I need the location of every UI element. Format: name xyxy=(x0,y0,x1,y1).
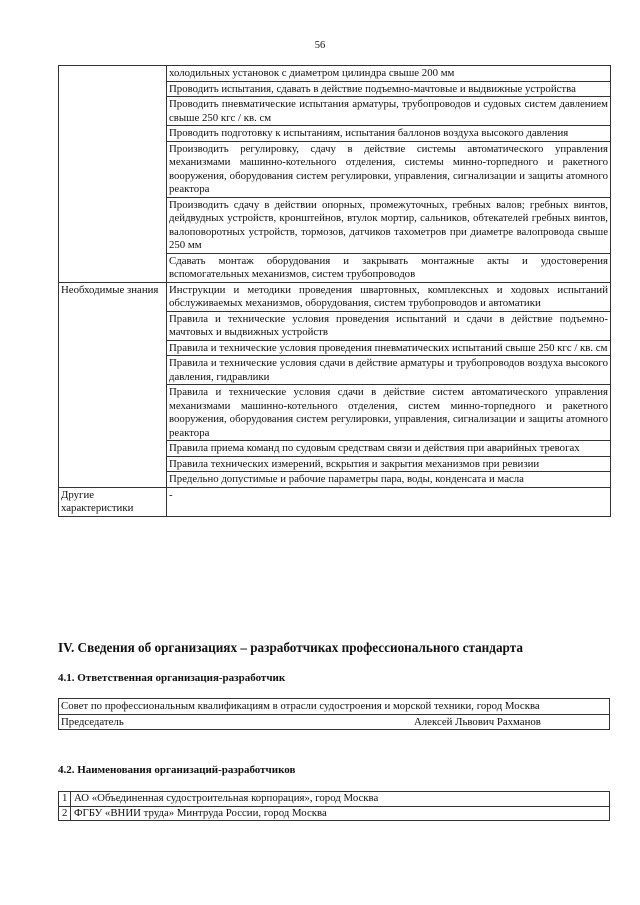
row-text: Производить сдачу в действии опорных, промежуточных, гребных валов; гребных винтов, дейдвудных устройств, кронштейнов, втулок мортир, сальников, обтекателей гребных винтов, валоповоротных устройств, тормозов, датчиков тахометров при диаметре валопровода свыше 250 мм xyxy=(167,197,611,253)
row-text: холодильных установок с диаметром цилиндра свыше 200 мм xyxy=(167,66,611,82)
org-number: 2 xyxy=(59,806,71,821)
row-text: Инструкции и методики проведения швартовных, комплексных и ходовых испытаний обслуживаемых механизмов, оборудования, систем трубопроводов и автоматики xyxy=(167,282,611,311)
developer-orgs-table xyxy=(58,791,610,821)
chair-title: Председатель xyxy=(59,714,335,730)
table-row xyxy=(59,806,610,821)
table-row xyxy=(59,714,610,730)
table-row xyxy=(59,792,610,807)
row-text: - xyxy=(167,487,611,516)
row-text: Сдавать монтаж оборудования и закрывать монтажные акты и удостоверения вспомогательных механизмов, систем трубопроводов xyxy=(167,253,611,282)
section-title: IV. Сведения об организациях – разработчиках профессионального стандарта xyxy=(58,640,523,655)
row-label xyxy=(59,66,167,283)
competency-table xyxy=(58,65,611,517)
subsection-title-responsible-org: 4.1. Ответственная организация-разработчик xyxy=(58,672,286,684)
table-row xyxy=(59,66,611,82)
row-text: Предельно допустимые и рабочие параметры пара, воды, конденсата и масла xyxy=(167,472,611,488)
row-text: Правила приема команд по судовым средствам связи и действия при аварийных тревогах xyxy=(167,441,611,457)
row-text: Правила и технические условия проведения пневматических испытаний свыше 250 кгс / кв. см xyxy=(167,340,611,356)
table-row xyxy=(59,487,611,516)
subsection-title-developer-orgs: 4.2. Наименования организаций-разработчиков xyxy=(58,764,296,776)
org-number: 1 xyxy=(59,792,71,807)
org-name: АО «Объединенная судостроительная корпорация», город Москва xyxy=(71,792,610,807)
table-row xyxy=(59,699,610,715)
row-label-other-characteristics: Другие характеристики xyxy=(59,487,167,516)
responsible-org-table xyxy=(58,698,610,730)
chair-name: Алексей Львович Рахманов xyxy=(334,714,610,730)
row-label-required-knowledge: Необходимые знания xyxy=(59,282,167,487)
row-text: Правила технических измерений, вскрытия и закрытия механизмов при ревизии xyxy=(167,456,611,472)
row-text: Правила и технические условия сдачи в действие арматуры и трубопроводов воздуха высокого давления, гидравлики xyxy=(167,356,611,385)
row-text: Правила и технические условия сдачи в действие систем автоматического управления механизмами машинно-котельного отделения, систем минно-торпедного и ракетного вооружения, оборудования систем регулировки, управления, сигнализации и защиты атомного реактора xyxy=(167,385,611,441)
page-number: 56 xyxy=(314,40,326,51)
table-row xyxy=(59,282,611,311)
row-text: Производить регулировку, сдачу в действие системы автоматического управления механизмами машинно-котельного отделения, системы минно-торпедного и ракетного вооружения, оборудования систем регулировки, управления, сигнализации и защиты атомного реактора xyxy=(167,141,611,197)
org-name: ФГБУ «ВНИИ труда» Минтруда России, город Москва xyxy=(71,806,610,821)
row-text: Проводить подготовку к испытаниям, испытания баллонов воздуха высокого давления xyxy=(167,126,611,142)
org-name: Совет по профессиональным квалификациям в отрасли судостроения и морской техники, город Москва xyxy=(59,699,610,715)
row-text: Проводить испытания, сдавать в действие подъемно-мачтовые и выдвижные устройства xyxy=(167,81,611,97)
row-text: Правила и технические условия проведения испытаний и сдачи в действие подъемно-мачтовых и выдвижных устройств xyxy=(167,311,611,340)
row-text: Проводить пневматические испытания арматуры, трубопроводов и судовых систем давлением свыше 250 кгс / кв. см xyxy=(167,97,611,126)
